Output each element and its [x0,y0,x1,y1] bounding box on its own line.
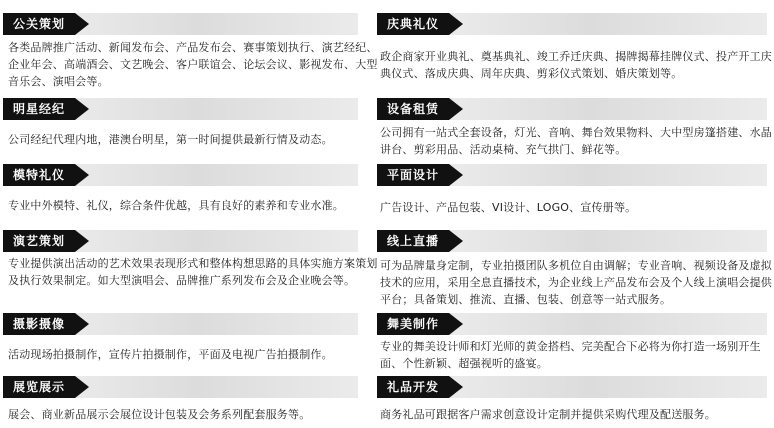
section-description: 展会、商业新品展示会展位设计包装及会务系列配套服务等。 [8,408,311,421]
section-title: 庆典礼仪 [377,13,449,35]
section-title: 舞美制作 [377,313,449,335]
section-header [377,13,767,35]
section-description: 公司拥有一站式全套设备，灯光、音响、舞台效果物料、大中型房篷搭建、水晶讲台、剪彩用品、活动桌椅、充气拱门、鲜花等。 [380,126,772,156]
section-header [3,376,358,398]
section-description: 专业中外模特、礼仪，综合条件优越，具有良好的素养和专业水准。 [8,199,344,212]
section-header [377,230,767,252]
section-header [377,98,767,120]
section-header [3,164,358,186]
section-title: 礼品开发 [377,376,449,398]
section-title: 明星经纪 [3,98,75,120]
section-description: 公司经纪代理内地，港澳台明星，第一时间提供最新行情及动态。 [8,133,333,146]
right-column [374,0,774,428]
section-title: 设备租赁 [377,98,449,120]
section-title: 线上直播 [377,230,449,252]
section-header [3,13,358,35]
section-description: 专业的舞美设计师和灯光师的黄金搭档、完美配合下必将为你打造一场别开生面、个性新颖、超强视听的盛宴。 [380,340,761,370]
section-header [3,230,358,252]
section-header [377,313,767,335]
section-description: 商务礼品可跟据客户需求创意设计定制并提供采购代理及配送服务。 [380,408,716,421]
section-header [3,98,358,120]
section-header [377,376,767,398]
section-description: 专业提供演出活动的艺术效果表现形式和整体构想思路的具体实施方案策划及执行效果制定。如大型演唱会、品牌推广系列发布会及企业晚会等。 [8,257,378,287]
section-title: 展览展示 [3,376,75,398]
section-description: 各类品牌推广活动、新闻发布会、产品发布会、赛事策划执行、演艺经纪、企业年会、高端酒会、文艺晚会、客户联谊会、论坛会议、影视发布、大型音乐会、演唱会等。 [8,41,378,88]
section-description: 可为品牌量身定制，专业拍摄团队多机位自由调解；专业音响、视频设备及虚拟技术的应用，采用全息直播技术，为企业线上产品发布会及个人线上演唱会提供平台；具备策划、推流、直播、包装、创意等一站式服务。 [380,259,772,306]
section-description: 活动现场拍摄制作，宣传片拍摄制作，平面及电视广告拍摄制作。 [8,348,333,361]
section-title: 摄影摄像 [3,313,75,335]
section-header [3,313,358,335]
section-description: 政企商家开业典礼、奠基典礼、竣工乔迁庆典、揭牌揭幕挂牌仪式、投产开工庆典仪式、落成庆典、周年庆典、剪彩仪式策划、婚庆策划等。 [380,50,772,80]
section-title: 平面设计 [377,164,449,186]
section-header [377,164,767,186]
section-title: 模特礼仪 [3,164,75,186]
section-title: 演艺策划 [3,230,75,252]
section-title: 公关策划 [3,13,75,35]
section-description: 广告设计、产品包装、VI设计、LOGO、宣传册等。 [380,201,637,214]
left-column [0,0,386,428]
